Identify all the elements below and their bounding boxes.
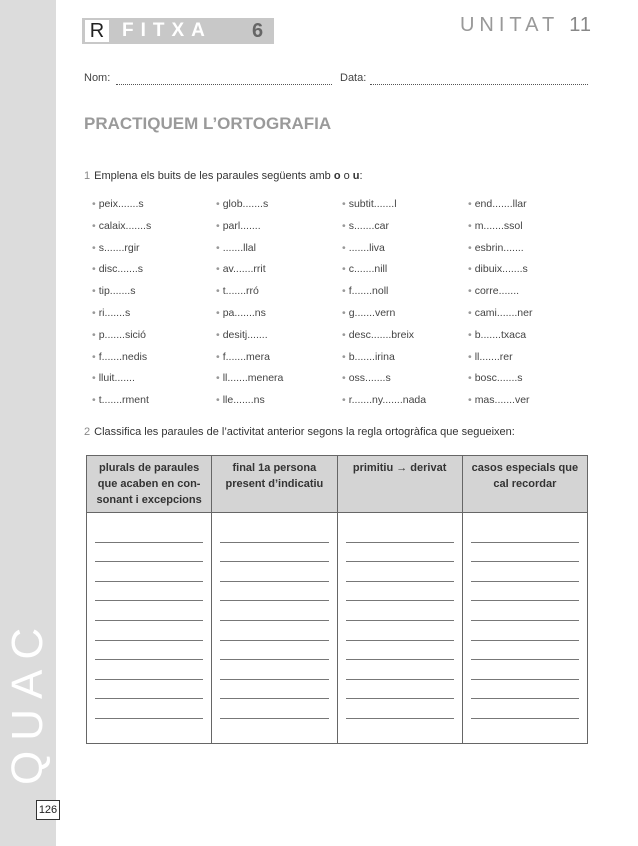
header-special-cases: casos especials que cal recordar (462, 456, 587, 513)
name-label: Nom: (84, 72, 111, 84)
unit-label: UNITAT (459, 14, 560, 36)
word-item[interactable] (342, 263, 426, 285)
bullet-icon: • (342, 241, 346, 254)
bullet-icon: • (342, 198, 346, 210)
bullet-icon: • (92, 219, 96, 232)
bullet-icon: • (342, 306, 346, 319)
word-item[interactable] (342, 394, 426, 416)
bullet-icon: • (342, 285, 346, 298)
word-item[interactable] (342, 198, 426, 220)
word-item[interactable] (468, 307, 532, 329)
bullet-icon: • (216, 198, 220, 210)
answer-column (337, 513, 462, 744)
bullet-icon: • (92, 328, 96, 341)
word-item[interactable] (92, 263, 151, 285)
answer-line[interactable] (220, 601, 328, 621)
word-text: cami.......ner (474, 306, 533, 319)
word-item[interactable] (92, 285, 151, 307)
word-text: subtit.......l (348, 198, 397, 210)
bullet-icon: • (92, 350, 96, 363)
answer-column (87, 513, 212, 744)
unit-number: 11 (569, 14, 592, 36)
word-text: glob.......s (222, 198, 269, 210)
word-item[interactable] (468, 372, 532, 394)
bullet-icon: • (92, 394, 96, 407)
word-text: s.......car (348, 219, 389, 232)
exercise-1-instruction: 1 Emplena els buits de les paraules següents amb o o u: (84, 170, 363, 182)
answer-line[interactable] (220, 562, 328, 582)
bullet-icon: • (216, 219, 220, 232)
word-text: bosc.......s (474, 372, 523, 385)
bullet-icon: • (468, 394, 472, 407)
word-item[interactable] (92, 394, 151, 416)
answer-line[interactable] (95, 543, 203, 563)
answer-line[interactable] (471, 621, 579, 641)
word-item[interactable] (342, 329, 426, 351)
word-item[interactable] (92, 307, 151, 329)
word-item[interactable] (342, 351, 426, 373)
word-item[interactable] (216, 329, 283, 351)
word-text: t.......rment (98, 394, 149, 407)
answer-line[interactable] (471, 680, 579, 700)
word-text: dibuix.......s (474, 263, 528, 276)
word-item[interactable] (92, 242, 151, 264)
word-text: t.......rró (222, 285, 259, 298)
exercise-2-number: 2 (84, 426, 91, 438)
word-item[interactable] (468, 263, 532, 285)
header-first-person: final 1a persona present d’indicatiu (212, 456, 337, 513)
word-item[interactable] (216, 285, 283, 307)
word-text: b.......txaca (474, 328, 527, 341)
word-item[interactable] (342, 242, 426, 264)
or-word: o (340, 170, 353, 182)
word-text: tip.......s (98, 285, 136, 298)
exercise-1-text: Emplena els buits de les paraules següents amb (94, 170, 334, 182)
page-number: 126 (36, 800, 60, 820)
bullet-icon: • (468, 219, 472, 232)
word-text: corre....... (474, 285, 520, 298)
word-item[interactable] (92, 220, 151, 242)
word-item[interactable] (92, 351, 151, 373)
answer-line[interactable] (220, 680, 328, 700)
word-item[interactable] (216, 198, 283, 220)
word-item[interactable] (216, 307, 283, 329)
date-field[interactable] (370, 84, 588, 85)
word-text: oss.......s (348, 372, 391, 385)
bullet-icon: • (216, 285, 220, 298)
word-item[interactable] (216, 394, 283, 416)
bullet-icon: • (468, 350, 472, 363)
bullet-icon: • (216, 372, 220, 385)
answer-line[interactable] (471, 523, 579, 543)
answer-line[interactable] (346, 582, 454, 602)
fitxa-badge (82, 18, 274, 44)
word-item[interactable] (342, 372, 426, 394)
header-primitive-derived: primitiu → derivat (337, 456, 462, 513)
bullet-icon: • (342, 372, 346, 385)
bullet-icon: • (468, 263, 472, 276)
word-item[interactable] (216, 220, 283, 242)
word-text: .......liva (348, 241, 385, 254)
word-item[interactable] (468, 394, 532, 416)
word-column (342, 198, 426, 416)
word-text: f.......nedis (98, 350, 148, 363)
word-item[interactable] (468, 198, 532, 220)
answer-row (87, 513, 588, 744)
word-text: lluit....... (98, 372, 135, 385)
vertical-word-text: QUAC (3, 617, 52, 785)
bullet-icon: • (468, 285, 472, 298)
word-text: ll.......menera (222, 372, 284, 385)
word-text: lle.......ns (222, 394, 265, 407)
word-item[interactable] (216, 372, 283, 394)
word-text: f.......noll (348, 285, 389, 298)
answer-line[interactable] (471, 562, 579, 582)
word-column (468, 198, 532, 416)
answer-line[interactable] (95, 660, 203, 680)
word-item[interactable] (468, 351, 532, 373)
word-text: ri.......s (98, 306, 131, 319)
word-text: b.......irina (348, 350, 395, 363)
bullet-icon: • (342, 394, 346, 407)
bullet-icon: • (92, 241, 96, 254)
word-item[interactable] (342, 285, 426, 307)
answer-line[interactable] (471, 543, 579, 563)
exercise-2-text: Classifica les paraules de l’activitat anterior segons la regla ortogràfica que segueixen: (94, 426, 515, 438)
bullet-icon: • (468, 241, 472, 254)
option-o: o (333, 170, 341, 182)
word-text: desc.......breix (348, 328, 415, 341)
word-text: mas.......ver (474, 394, 530, 407)
word-item[interactable] (92, 198, 151, 220)
bullet-icon: • (92, 198, 96, 210)
answer-line[interactable] (220, 660, 328, 680)
word-column (216, 198, 283, 416)
bullet-icon: • (216, 306, 220, 319)
vertical-book-title (2, 610, 54, 790)
answer-line[interactable] (346, 641, 454, 661)
answer-line[interactable] (95, 699, 203, 719)
answer-line[interactable] (471, 699, 579, 719)
bullet-icon: • (92, 372, 96, 385)
table-header-row (87, 456, 588, 513)
word-item[interactable] (342, 307, 426, 329)
bullet-icon: • (468, 328, 472, 341)
answer-column (212, 513, 337, 744)
word-text: ll.......rer (474, 350, 513, 363)
option-u: u (352, 170, 360, 182)
badge-letter: R (85, 20, 109, 42)
date-label: Data: (340, 72, 367, 84)
word-text: end.......llar (474, 198, 527, 210)
classification-table (86, 455, 588, 744)
word-item[interactable] (468, 285, 532, 307)
name-field[interactable] (116, 84, 332, 85)
answer-line[interactable] (346, 660, 454, 680)
answer-line[interactable] (471, 641, 579, 661)
answer-line[interactable] (95, 523, 203, 543)
word-item[interactable] (468, 242, 532, 264)
word-item[interactable] (92, 329, 151, 351)
answer-line[interactable] (95, 621, 203, 641)
bullet-icon: • (342, 263, 346, 276)
answer-line[interactable] (95, 582, 203, 602)
exercise-1-number: 1 (84, 170, 91, 182)
answer-column (462, 513, 587, 744)
word-text: m.......ssol (474, 219, 523, 232)
word-text: g.......vern (348, 306, 396, 319)
answer-line[interactable] (346, 523, 454, 543)
answer-line[interactable] (220, 523, 328, 543)
answer-line[interactable] (346, 621, 454, 641)
word-text: s.......rgir (98, 241, 140, 254)
bullet-icon: • (92, 306, 96, 319)
answer-line[interactable] (220, 543, 328, 563)
answer-line[interactable] (346, 601, 454, 621)
fitxa-label: FITXA (122, 20, 212, 41)
answer-line[interactable] (346, 680, 454, 700)
bullet-icon: • (92, 285, 96, 298)
answer-line[interactable] (471, 582, 579, 602)
word-text: c.......nill (348, 263, 388, 276)
sidebar (0, 0, 56, 846)
word-item[interactable] (468, 220, 532, 242)
answer-line[interactable] (471, 660, 579, 680)
word-text: .......llal (222, 241, 256, 254)
word-text: parl....... (222, 219, 261, 232)
bullet-icon: • (92, 263, 96, 276)
answer-line[interactable] (95, 680, 203, 700)
bullet-icon: • (342, 328, 346, 341)
word-text: calaix.......s (98, 219, 152, 232)
bullet-icon: • (216, 328, 220, 341)
page-title: PRACTIQUEM L’ORTOGRAFIA (84, 114, 332, 133)
answer-line[interactable] (346, 562, 454, 582)
word-text: pa.......ns (222, 306, 266, 319)
word-text: av.......rrit (222, 263, 266, 276)
word-item[interactable] (342, 220, 426, 242)
answer-line[interactable] (220, 641, 328, 661)
word-text: p.......sició (98, 328, 146, 341)
answer-line[interactable] (346, 699, 454, 719)
bullet-icon: • (342, 350, 346, 363)
word-text: esbrin....... (474, 241, 524, 254)
word-item[interactable] (468, 329, 532, 351)
word-item[interactable] (216, 263, 283, 285)
bullet-icon: • (216, 241, 220, 254)
answer-line[interactable] (220, 621, 328, 641)
bullet-icon: • (216, 394, 220, 407)
answer-line[interactable] (220, 699, 328, 719)
answer-line[interactable] (220, 582, 328, 602)
word-text: r.......ny.......nada (348, 394, 427, 407)
word-text: desitj....... (222, 328, 268, 341)
bullet-icon: • (342, 219, 346, 232)
answer-line[interactable] (95, 562, 203, 582)
bullet-icon: • (468, 306, 472, 319)
bullet-icon: • (468, 198, 472, 210)
answer-line[interactable] (95, 641, 203, 661)
exercise-2-instruction (84, 426, 515, 438)
word-text: disc.......s (98, 263, 144, 276)
word-text: f.......mera (222, 350, 270, 363)
fitxa-number: 6 (252, 20, 264, 42)
word-item[interactable] (216, 242, 283, 264)
header-plurals: plurals de paraules que acaben en con- sonant i excepcions (87, 456, 212, 513)
word-item[interactable] (216, 351, 283, 373)
bullet-icon: • (468, 372, 472, 385)
word-item[interactable] (92, 372, 151, 394)
answer-line[interactable] (346, 543, 454, 563)
unit-heading (460, 14, 592, 37)
word-column (92, 198, 151, 416)
bullet-icon: • (216, 263, 220, 276)
answer-line[interactable] (471, 601, 579, 621)
word-text: peix.......s (98, 198, 144, 210)
answer-line[interactable] (95, 601, 203, 621)
bullet-icon: • (216, 350, 220, 363)
